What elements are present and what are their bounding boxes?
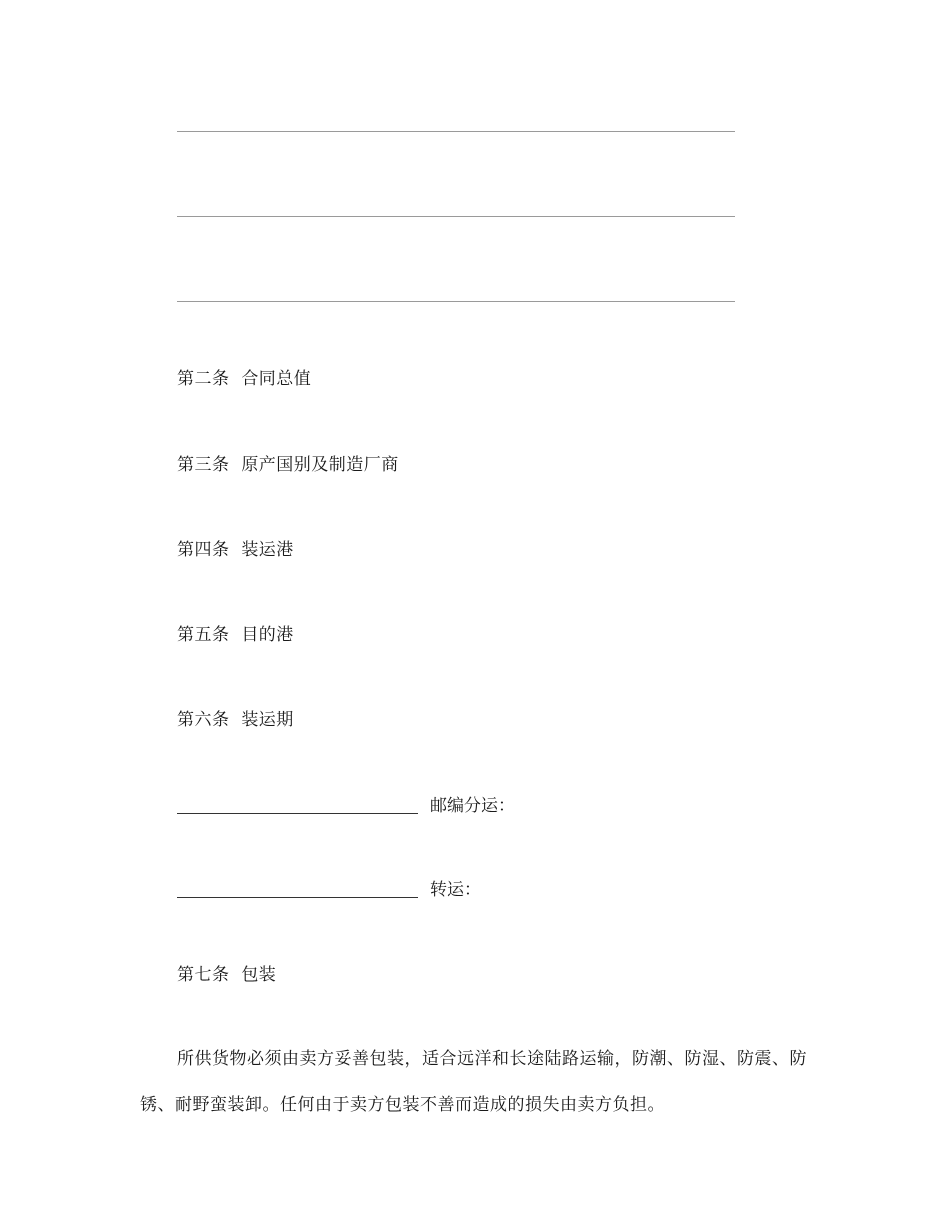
article-7-heading: [177, 964, 276, 986]
article-2-heading: [177, 368, 311, 390]
transshipment-label: 转运：: [430, 880, 481, 900]
article-title: 原产国别及制造厂商: [241, 455, 399, 475]
partial-shipment-label: 邮编分运：: [430, 796, 515, 816]
partial-shipment-blank[interactable]: [177, 795, 418, 814]
article-number: 第四条: [177, 540, 230, 560]
article-3-heading: [177, 454, 399, 476]
paragraph-line-1: 所供货物必须由卖方妥善包装，适合远洋和长途陆路运输，防潮、防湿、防震、防: [177, 1049, 807, 1069]
blank-line-3: [177, 301, 735, 302]
partial-shipment-field: [177, 795, 515, 817]
article-number: 第七条: [177, 965, 230, 985]
article-title: 目的港: [241, 625, 294, 645]
article-number: 第六条: [177, 710, 230, 730]
article-title: 合同总值: [241, 369, 312, 389]
article-number: 第五条: [177, 625, 230, 645]
transshipment-blank[interactable]: [177, 879, 418, 898]
blank-line-2: [177, 216, 735, 217]
article-6-heading: [177, 709, 294, 731]
article-title: 包装: [241, 965, 277, 985]
paragraph-line-2: 锈、耐野蛮装卸。任何由于卖方包装不善而造成的损失由卖方负担。: [140, 1095, 665, 1115]
article-title: 装运期: [241, 710, 294, 730]
blank-line-1: [177, 131, 735, 132]
article-title: 装运港: [241, 540, 294, 560]
article-number: 第三条: [177, 455, 230, 475]
article-4-heading: [177, 539, 294, 561]
article-number: 第二条: [177, 369, 230, 389]
article-5-heading: [177, 624, 294, 646]
transshipment-field: [177, 879, 481, 901]
